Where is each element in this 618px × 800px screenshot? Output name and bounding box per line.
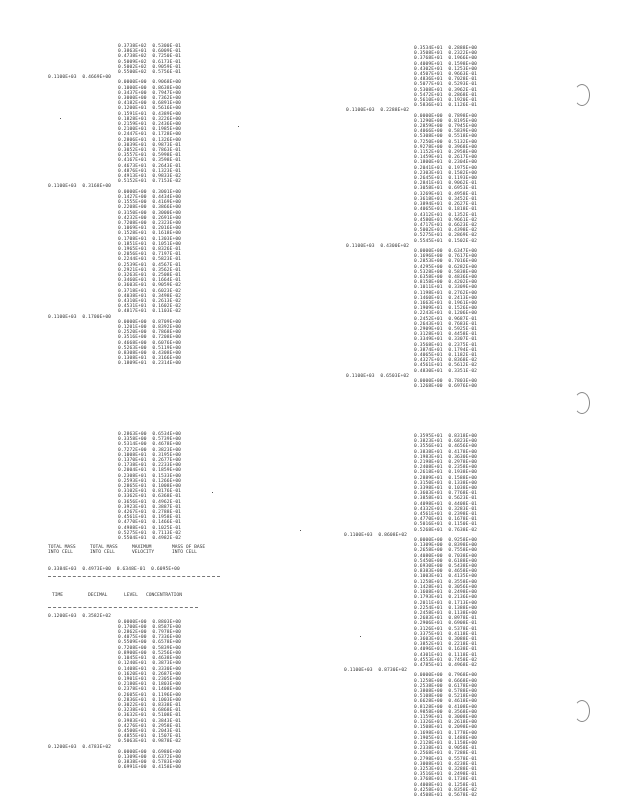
- data-row: 0.4830E+01 0.3351E-02: [414, 368, 478, 374]
- data-row: 0.6991E+00 0.4158E+00: [118, 765, 182, 771]
- punch-hole-bottom: [574, 700, 590, 722]
- data-row: 0.2056E+01 0.7197E-01: [118, 252, 182, 258]
- row-group-d: [346, 379, 546, 389]
- data-row: 0.3022E+01 0.8338E-01: [118, 702, 182, 708]
- data-row: 0.0000E+00 0.6980E+00: [118, 749, 182, 755]
- data-row: 0.4508E+01 0.5678E-02: [414, 793, 478, 799]
- data-row: 0.4668E+00 0.6076E+00: [118, 340, 182, 346]
- data-row: 0.4310E+01 0.2613E-02: [118, 298, 182, 304]
- data-row: 0.3863E+01 0.6009E-01: [118, 49, 182, 55]
- row-group-a: [48, 44, 248, 75]
- data-row: 0.2011E+01 0.1713E+00: [414, 600, 478, 606]
- data-row: 0.3603E+01 0.3088E-01: [414, 636, 478, 642]
- row-group-c: [48, 750, 268, 771]
- data-row: 0.7208E+00 0.2323E+00: [118, 220, 182, 226]
- data-row: 0.4836E+01 0.7028E-01: [414, 77, 478, 83]
- table2-col-level: LEVEL: [124, 593, 138, 599]
- data-row: 0.1983E+01 0.3630E+00: [414, 454, 478, 460]
- data-row: 0.2618E+01 0.1938E+00: [414, 470, 478, 476]
- data-row: 0.4561E+01 0.1958E-01: [118, 515, 182, 521]
- row-group-a: [48, 432, 268, 541]
- data-row: 0.3632E+01 0.5108E-01: [118, 713, 182, 719]
- data-row: 0.5275E+01 0.2869E-02: [414, 233, 478, 239]
- row-group-a: [346, 46, 546, 108]
- data-row: 0.3150E+00 0.3000E+00: [118, 210, 182, 216]
- punch-hole-middle: [574, 392, 590, 414]
- data-row: 0.4770E+01 0.1678E-01: [414, 517, 478, 523]
- data-row: 0.3618E+01 0.3452E-01: [414, 196, 478, 202]
- data-row: 0.1011E+01 0.3309E+00: [414, 285, 478, 291]
- data-row: 0.3349E+01 0.3307E-01: [414, 337, 478, 343]
- data-row: 0.4988E+01 0.1025E-01: [118, 525, 182, 531]
- data-row: 0.4276E+01 0.2958E-01: [118, 723, 182, 729]
- data-row: 0.3058E+01 0.6953E-01: [414, 186, 478, 192]
- data-row: 0.1460E+01 0.2413E+00: [414, 295, 478, 301]
- punch-hole-top: [574, 84, 590, 106]
- data-row: 0.5152E+01 0.7153E-02: [118, 179, 182, 185]
- data-row: 0.1008E+01 0.3195E+00: [118, 452, 182, 458]
- data-row: 0.0000E+00 0.6347E+00: [414, 248, 478, 254]
- data-row: 0.3460E+01 0.1664E-01: [118, 278, 182, 284]
- data-row: 0.5610E+01 0.1920E-01: [414, 98, 478, 104]
- section-label: 0.1100E+03 0.3168E+00: [48, 184, 112, 190]
- data-row: 0.3534E+01 0.2888E+00: [414, 46, 478, 51]
- data-row: 0.6628E+00 0.4618E+00: [414, 699, 478, 705]
- data-row: 0.4531E+01 0.1602E-02: [118, 304, 182, 310]
- data-row: 0.2806E+01 0.1326E+00: [118, 137, 182, 143]
- data-row: 0.3008E+01 0.4238E-01: [414, 761, 478, 767]
- data-row: 0.4066E+00 0.5839E+00: [414, 129, 478, 135]
- data-row: 0.3516E+00 0.7208E+00: [118, 335, 182, 341]
- data-row: 0.4561E+01 0.5612E-02: [414, 363, 478, 369]
- data-row: 0.5472E+01 0.2868E-01: [414, 92, 478, 98]
- data-row: 0.2909E+01 0.5925E-01: [414, 326, 478, 332]
- data-row: 0.3102E+01 0.8176E-01: [118, 489, 182, 495]
- quadrant-top-right: [346, 46, 546, 389]
- data-row: 0.5063E+01 0.9878E-02: [118, 739, 182, 745]
- data-row: 0.2243E+01 0.1206E+00: [414, 311, 478, 317]
- summary-values: 0.3384E+03 0.4973E+00 0.6348E-01 0.6095E+00: [48, 567, 180, 573]
- data-row: 0.3263E+01 0.2508E-01: [118, 272, 182, 278]
- data-row: 0.1828E+01 0.3226E+00: [118, 116, 182, 122]
- data-row: 0.1258E+01 0.3558E+00: [414, 579, 478, 585]
- data-row: 0.2303E+01 0.1582E+00: [414, 170, 478, 176]
- section-label: 0.1100E+03 0.2288E+02: [346, 108, 410, 114]
- row-group-b: [48, 80, 248, 184]
- data-row: 0.3595E+01 0.8318E+00: [414, 434, 478, 439]
- data-row: 0.1309E+00 0.8398E+00: [414, 543, 478, 549]
- data-row: 0.5077E+01 0.5293E-01: [414, 82, 478, 88]
- data-row: 0.2100E+01 0.1985E+00: [118, 127, 182, 133]
- data-row: 0.5275E+01 0.7113E-02: [118, 530, 182, 536]
- data-row: 0.1000E+00 0.8638E+00: [118, 85, 182, 91]
- data-row: 0.3516E+01 0.2498E-01: [414, 772, 478, 778]
- data-row: 0.1326E+01 0.2618E+00: [414, 720, 478, 726]
- data-row: 0.3838E+00 0.5783E+00: [118, 760, 182, 766]
- row-group-c: [344, 673, 554, 798]
- data-row: 0.5108E+00 0.5218E+00: [414, 694, 478, 700]
- data-row: 0.1738E+01 0.2233E+00: [118, 463, 182, 469]
- summary-col-4: MASS OF BASE INTO CELL: [172, 545, 206, 556]
- data-row: 0.1663E+01 0.1961E+00: [414, 300, 478, 306]
- data-row: 0.2308E+01 0.1533E+00: [118, 473, 182, 479]
- data-row: 0.4817E+01 0.1103E-02: [118, 309, 182, 315]
- data-row: 0.4738E+02 0.7250E-01: [118, 54, 182, 60]
- summary-col-3: MAXIMUM VELOCITY: [132, 545, 155, 556]
- data-row: 0.3838E+01 0.4178E+00: [414, 449, 478, 455]
- table2-header: [48, 593, 268, 607]
- data-row: 0.3052E+01 0.7863E-01: [118, 148, 182, 154]
- data-row: 0.1508E+01 0.2098E+00: [414, 725, 478, 731]
- data-row: 0.1591E+01 0.4389E+00: [118, 111, 182, 117]
- summary-col-1: TOTAL MASS INTO CELL: [48, 545, 76, 556]
- data-row: 0.5314E+00 0.4678E+00: [118, 442, 182, 448]
- data-row: 0.4096E+01 0.1638E-01: [414, 647, 478, 653]
- data-row: 0.1290E+00 0.8195E+00: [414, 118, 478, 124]
- data-row: 0.2447E+01 0.1728E+00: [118, 132, 182, 138]
- data-row: 0.3874E+01 0.1794E-01: [414, 347, 478, 353]
- data-row: 0.4553E+01 0.7458E-02: [414, 657, 478, 663]
- data-row: 0.3858E+01 0.5623E-01: [414, 496, 478, 502]
- data-row: 0.4500E+01 0.2043E-01: [118, 728, 182, 734]
- data-row: 0.3000E+00 0.7362E+00: [118, 96, 182, 102]
- data-row: 0.8128E+00 0.4108E+00: [414, 704, 478, 710]
- dashed-divider-short: [48, 607, 198, 608]
- data-row: 0.3823E+01 0.6823E+00: [414, 439, 478, 445]
- data-row: 0.2128E+01 0.1158E+00: [414, 740, 478, 746]
- data-row: 0.2452E+01 0.9687E-01: [414, 316, 478, 322]
- data-row: 0.3603E+01 0.9059E-02: [118, 283, 182, 289]
- data-row: 0.4507E+01 0.9663E-01: [414, 72, 478, 78]
- data-row: 0.8158E+00 0.4202E+00: [414, 280, 478, 286]
- data-row: 0.3983E+01 0.3843E-01: [118, 718, 182, 724]
- data-row: 0.4065E+01 0.1182E-01: [414, 352, 478, 358]
- data-row: 0.4295E+00 0.6282E+00: [414, 264, 478, 270]
- data-row: 0.2254E+01 0.1388E+00: [414, 605, 478, 611]
- data-row: 0.4258E+01 0.8358E-02: [414, 787, 478, 793]
- section-label: 0.1100E+03 0.1700E+00: [48, 314, 112, 320]
- data-row: 0.2520E+00 0.7868E+00: [118, 330, 182, 336]
- data-row: 0.4561E+01 0.2398E-01: [414, 512, 478, 518]
- table2-col-concentration: CONCENTRATION: [146, 593, 182, 599]
- data-row: 0.2338E+01 0.9058E-01: [414, 746, 478, 752]
- data-row: 0.1528E+01 0.1618E+00: [118, 231, 182, 237]
- data-row: 0.1698E+01 0.1778E+00: [414, 730, 478, 736]
- data-row: 0.2593E+01 0.1266E+00: [118, 478, 182, 484]
- data-row: 0.5268E+01 0.7638E-02: [414, 527, 478, 533]
- data-row: 0.3568E+01 0.2375E-01: [414, 342, 478, 348]
- data-row: 0.3656E+01 0.4962E-01: [118, 499, 182, 505]
- section-label: 0.1100E+03 0.8608E+02: [344, 532, 408, 538]
- data-row: 0.0000E+00 0.8709E+00: [118, 319, 182, 325]
- data-row: 0.1427E+00 0.4434E+00: [118, 194, 182, 200]
- data-row: 0.0000E+00 0.8803E+00: [118, 619, 182, 625]
- data-row: 0.3437E+00 0.7947E+00: [118, 90, 182, 96]
- data-row: 0.5263E+00 0.5119E+00: [118, 345, 182, 351]
- quadrant-bottom-left: [48, 432, 268, 771]
- data-row: 0.2921E+01 0.3562E-01: [118, 267, 182, 273]
- data-row: 0.4009E+01 0.1598E+00: [414, 61, 478, 67]
- dashed-divider: [48, 576, 220, 577]
- data-row: 0.1159E+01 0.3008E+00: [414, 714, 478, 720]
- data-row: 0.2863E+00 0.6534E+00: [118, 432, 182, 437]
- data-row: 0.3768E+01 0.1966E+00: [414, 56, 478, 62]
- data-row: 0.1200E+01 0.5616E+00: [118, 106, 182, 112]
- data-row: 0.5836E+01 0.1126E-01: [414, 103, 478, 109]
- data-row: 0.9858E+00 0.3568E+00: [414, 709, 478, 715]
- data-row: 0.2841E+01 0.9062E-01: [414, 181, 478, 187]
- data-row: 0.3128E+01 0.4458E-01: [414, 332, 478, 338]
- data-row: 0.3398E+01 0.1038E+00: [414, 486, 478, 492]
- data-row: 0.3253E+01 0.3288E-01: [414, 767, 478, 772]
- data-row: 0.4232E+00 0.2691E+00: [118, 215, 182, 221]
- data-row: 0.2645E+01 0.1193E+00: [414, 176, 478, 182]
- data-row: 0.3126E+01 0.5378E-01: [414, 626, 478, 632]
- data-row: 0.3150E+01 0.1338E+00: [414, 480, 478, 486]
- table2-col-time: TIME: [52, 593, 64, 599]
- data-row: 0.2853E+00 0.7016E+00: [414, 259, 478, 265]
- data-row: 0.3852E+01 0.2218E-01: [414, 642, 478, 648]
- data-row: 0.4717E+01 0.6623E-02: [414, 222, 478, 228]
- data-row: 0.2539E+01 0.4567E-01: [118, 262, 182, 268]
- data-row: 0.2538E+00 0.6178E+00: [414, 683, 478, 689]
- data-row: 0.7250E+00 0.5132E+00: [414, 139, 478, 145]
- data-row: 0.1152E+01 0.2958E+00: [414, 150, 478, 156]
- data-row: 0.4301E+01 0.1118E-01: [414, 652, 478, 658]
- data-row: 0.4673E+01 0.2643E-01: [118, 163, 182, 169]
- data-row: 0.5308E+00 0.5518E+00: [414, 134, 478, 140]
- data-row: 0.0000E+00 0.3001E+00: [118, 189, 182, 195]
- data-row: 0.4065E+01 0.1818E-01: [414, 207, 478, 213]
- data-row: 0.2658E+00 0.7558E+00: [414, 548, 478, 554]
- data-row: 0.0000E+00 0.7898E+00: [414, 113, 478, 119]
- data-row: 0.3269E+01 0.4958E-01: [414, 191, 478, 197]
- data-row: 0.3894E+01 0.2627E-01: [414, 202, 478, 208]
- data-row: 0.1905E+01 0.1488E+00: [414, 735, 478, 741]
- data-row: 0.1901E+01 0.2305E+00: [118, 676, 182, 682]
- data-row: 0.1201E+00 0.8392E+00: [118, 324, 182, 330]
- data-row: 0.3358E+00 0.5739E+00: [118, 437, 182, 443]
- data-row: 0.5308E+01 0.3962E-01: [414, 87, 478, 93]
- data-row: 0.4770E+01 0.1466E-01: [118, 520, 182, 526]
- section-label: 0.1100E+03 0.8730E+02: [344, 668, 408, 674]
- data-row: 0.3375E+01 0.4118E-01: [414, 631, 478, 637]
- row-group-a: [344, 434, 554, 533]
- data-row: 0.4312E+01 0.1352E-01: [414, 212, 478, 218]
- data-row: 0.2004E+01 0.1859E+00: [118, 468, 182, 474]
- row-group-b: [48, 620, 268, 745]
- data-row: 0.1793E+01 0.2136E+00: [414, 595, 478, 601]
- data-row: 0.1708E+01 0.1303E+00: [118, 236, 182, 242]
- data-row: 0.8308E+00 0.4308E+00: [118, 350, 182, 356]
- data-row: 0.1428E+01 0.3056E+00: [414, 584, 478, 590]
- data-row: 0.1045E+01 0.4638E+00: [118, 656, 182, 662]
- data-row: 0.1851E+01 0.1051E+00: [118, 241, 182, 247]
- data-row: 0.1370E+01 0.2677E+00: [118, 458, 182, 464]
- data-row: 0.0000E+00 0.9068E+00: [118, 80, 182, 86]
- data-row: 0.2041E+01 0.1975E+00: [414, 165, 478, 171]
- section-label: 0.1200E+03 0.4783E+02: [48, 744, 112, 750]
- data-row: 0.2605E+01 0.1196E+00: [118, 692, 182, 698]
- data-row: 0.4580E+01 0.9661E-02: [414, 217, 478, 223]
- scan-speck: [300, 530, 301, 531]
- data-row: 0.4855E+01 0.1507E-01: [118, 734, 182, 740]
- summary-header: [48, 545, 268, 567]
- data-row: 0.2244E+01 0.5823E-01: [118, 257, 182, 263]
- data-row: 0.1800E+01 0.2304E+00: [414, 160, 478, 166]
- data-row: 0.5450E+00 0.6188E+00: [414, 558, 478, 564]
- data-row: 0.4876E+01 0.1323E-01: [118, 168, 182, 174]
- data-row: 0.3508E+01 0.2322E+00: [414, 51, 478, 57]
- data-row: 0.0000E+00 0.9258E+00: [414, 538, 478, 544]
- data-row: 0.4098E+01 0.4408E-01: [414, 501, 478, 507]
- data-row: 0.2643E+01 0.7683E-01: [414, 321, 478, 327]
- data-row: 0.4080E+00 0.7038E+00: [414, 553, 478, 559]
- data-row: 0.3768E+01 0.1738E-01: [414, 777, 478, 783]
- row-group-b: [344, 538, 554, 668]
- data-row: 0.1069E+01 0.2016E+00: [118, 226, 182, 232]
- data-row: 0.1459E+01 0.2617E+00: [414, 155, 478, 161]
- data-row: 0.5500E+02 0.5756E-01: [118, 70, 182, 76]
- data-row: 0.2862E+00 0.7978E+00: [118, 630, 182, 636]
- data-row: 0.4785E+01 0.4968E-02: [414, 662, 478, 668]
- section-label: 0.1100E+03 0.4300E+02: [346, 243, 410, 249]
- data-row: 0.3362E+01 0.6368E-01: [118, 494, 182, 500]
- data-row: 0.1809E+01 0.2314E+00: [118, 361, 182, 367]
- data-row: 0.7208E+00 0.5839E+00: [118, 645, 182, 651]
- data-row: 0.1700E+00 0.8587E+00: [118, 624, 182, 630]
- data-row: 0.2378E+01 0.1408E+00: [118, 687, 182, 693]
- summary-col-2: TOTAL MASS INTO CELL: [90, 545, 118, 556]
- section-label: 0.1100E+03 0.4669E+00: [48, 75, 112, 81]
- data-row: 0.2906E+01 0.6908E-01: [414, 621, 478, 627]
- data-row: 0.5509E+00 0.6578E+00: [118, 640, 182, 646]
- data-row: 0.2159E+01 0.2436E+00: [118, 122, 182, 128]
- data-row: 0.4038E+01 0.3498E-02: [118, 293, 182, 299]
- data-row: 0.4302E+01 0.1253E+00: [414, 66, 478, 72]
- data-row: 0.3556E+01 0.4656E+00: [414, 444, 478, 450]
- data-row: 0.2568E+01 0.7288E-01: [414, 751, 478, 757]
- data-row: 0.2180E+01 0.1803E+00: [118, 682, 182, 688]
- data-row: 0.4327E+01 0.8368E-02: [414, 358, 478, 364]
- data-row: 0.1308E+01 0.3166E+00: [118, 356, 182, 362]
- data-row: 0.3923E+01 0.3887E-01: [118, 504, 182, 510]
- quadrant-bottom-right: [344, 434, 554, 798]
- data-row: 0.2859E+00 0.7945E+00: [414, 124, 478, 130]
- data-row: 0.0000E+00 0.7968E+00: [414, 673, 478, 679]
- section-label: 0.1100E+03 0.6503E+02: [346, 373, 410, 379]
- data-row: 0.5002E+01 0.4398E-02: [414, 228, 478, 234]
- data-row: 0.5002E+02 0.9059E-01: [118, 64, 182, 70]
- data-row: 0.4182E+00 0.6891E+00: [118, 101, 182, 107]
- data-row: 0.4913E+01 0.9833E-02: [118, 174, 182, 180]
- data-row: 0.3039E+01 0.9873E-01: [118, 142, 182, 148]
- data-row: 0.1696E+00 0.7617E+00: [414, 254, 478, 260]
- data-row: 0.2889E+01 0.1588E+00: [414, 475, 478, 481]
- quadrant-top-left: [48, 44, 248, 367]
- data-row: 0.1240E+01 0.3873E+00: [118, 661, 182, 667]
- data-row: 0.0000E+00 0.7803E+00: [414, 379, 478, 384]
- data-row: 0.1909E+01 0.1526E+00: [414, 306, 478, 312]
- data-row: 0.7272E+00 0.3823E+00: [118, 447, 182, 453]
- data-row: 0.2208E+00 0.3866E+00: [118, 205, 182, 211]
- data-row: 0.2798E+01 0.5578E-01: [414, 756, 478, 762]
- data-row: 0.1003E+01 0.4135E+00: [414, 574, 478, 580]
- data-row: 0.2683E+01 0.8978E-01: [414, 616, 478, 622]
- data-row: 0.2408E+01 0.2358E+00: [414, 465, 478, 471]
- data-row: 0.1408E+01 0.3330E+00: [118, 666, 182, 672]
- data-row: 0.1258E+00 0.6668E+00: [414, 678, 478, 684]
- data-row: 0.6930E+00 0.5438E+00: [414, 564, 478, 570]
- data-row: 0.4167E+01 0.3598E-01: [118, 158, 182, 164]
- data-row: 0.4332E+01 0.3283E-01: [414, 506, 478, 512]
- data-row: 0.3718E+01 0.6023E-02: [118, 288, 182, 294]
- data-row: 0.1608E+01 0.2498E+00: [414, 590, 478, 596]
- section-label: 0.1200E+03 0.3582E+02: [48, 614, 112, 620]
- row-group-d: [48, 320, 248, 367]
- data-row: 0.5009E+02 0.6173E-01: [118, 59, 182, 65]
- row-group-b: [346, 114, 546, 244]
- data-row: 0.2458E+01 0.1138E+00: [414, 610, 478, 616]
- data-row: 0.3557E+01 0.5998E-01: [118, 153, 182, 159]
- data-row: 0.2836E+01 0.1003E+00: [118, 697, 182, 703]
- table2-col-decimal: DECIMAL: [88, 593, 108, 599]
- data-row: 0.1555E+00 0.4169E+00: [118, 200, 182, 206]
- data-row: 0.5545E+01 0.1502E-02: [414, 238, 478, 244]
- data-row: 0.5504E+01 0.4982E-02: [118, 536, 182, 542]
- data-row: 0.3808E+00 0.5788E+00: [414, 688, 478, 694]
- data-row: 0.1198E+01 0.2762E+00: [414, 290, 478, 296]
- data-row: 0.8900E+00 0.5256E+00: [118, 650, 182, 656]
- data-row: 0.9278E+00 0.3968E+00: [414, 144, 478, 150]
- data-row: 0.1620E+01 0.2687E+00: [118, 671, 182, 677]
- data-row: 0.4075E+00 0.7336E+00: [118, 635, 182, 641]
- data-row: 0.1268E+00 0.6976E+00: [414, 384, 478, 390]
- data-row: 0.3603E+01 0.7768E-01: [414, 491, 478, 497]
- data-row: 0.3738E+02 0.5300E-01: [118, 44, 182, 49]
- data-row: 0.4267E+01 0.2788E-01: [118, 510, 182, 516]
- data-row: 0.2198E+01 0.2978E+00: [414, 460, 478, 466]
- data-row: 0.3238E+01 0.6868E-01: [118, 708, 182, 714]
- data-row: 0.5328E+00 0.5838E+00: [414, 269, 478, 275]
- data-row: 0.8383E+00 0.4658E+00: [414, 569, 478, 575]
- data-row: 0.6358E+00 0.4836E+00: [414, 274, 478, 280]
- data-row: 0.1309E+00 0.6372E+00: [118, 754, 182, 760]
- row-group-c: [48, 190, 248, 315]
- data-row: 0.4008E+01 0.1258E-01: [414, 782, 478, 788]
- row-group-c: [346, 249, 546, 374]
- data-row: 0.2865E+01 0.1008E+00: [118, 484, 182, 490]
- data-row: 0.1965E+01 0.8326E-01: [118, 246, 182, 252]
- data-row: 0.5016E+01 0.1150E-01: [414, 522, 478, 528]
